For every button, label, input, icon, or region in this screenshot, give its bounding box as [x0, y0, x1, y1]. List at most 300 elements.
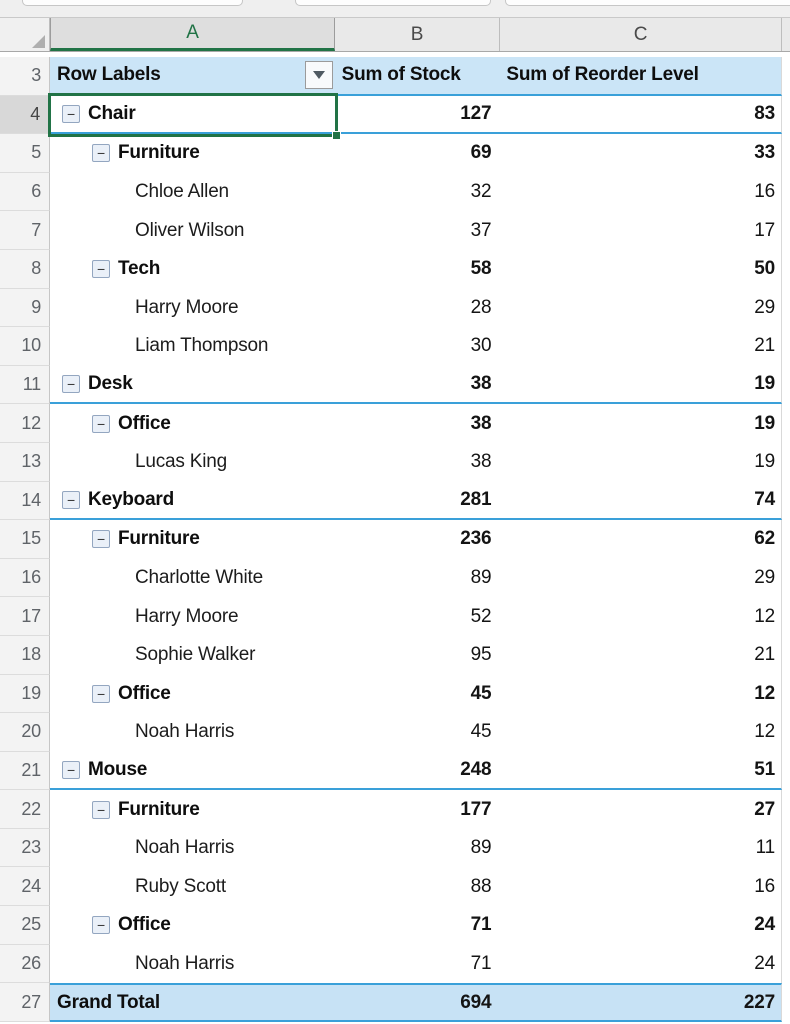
row-label-cell[interactable]	[50, 790, 335, 829]
stock-cell[interactable]	[335, 867, 500, 906]
pivot-row	[0, 636, 790, 675]
collapse-icon: −	[97, 145, 105, 162]
pivot-row-cells	[50, 482, 782, 521]
pivot-row-cells	[50, 520, 782, 559]
column-header-a[interactable]	[50, 18, 335, 51]
pivot-row-cells	[50, 790, 782, 829]
row-number-label: 14	[21, 489, 41, 510]
empty-cell	[782, 713, 790, 752]
reorder-value: 29	[754, 296, 775, 318]
stock-cell[interactable]	[335, 829, 500, 868]
collapse-icon: −	[97, 801, 105, 818]
reorder-cell[interactable]	[499, 250, 781, 289]
collapse-icon: −	[97, 685, 105, 702]
reorder-cell[interactable]	[499, 597, 781, 636]
pivot-row	[0, 945, 790, 984]
reorder-cell[interactable]	[499, 829, 781, 868]
column-letter: B	[410, 23, 424, 45]
pivot-row-cells	[50, 134, 782, 173]
row-number-label: 19	[21, 682, 41, 703]
row-label: Charlotte White	[135, 567, 263, 589]
empty-cell	[782, 289, 790, 328]
pivot-row	[0, 173, 790, 212]
row-label: Keyboard	[88, 488, 175, 510]
column-header-strip	[0, 17, 790, 52]
empty-cell	[782, 250, 790, 289]
reorder-cell[interactable]	[499, 443, 781, 482]
pivot-row	[0, 906, 790, 945]
stock-value: 95	[470, 644, 492, 666]
column-letter: A	[186, 22, 199, 43]
column-header-partial	[782, 18, 790, 51]
toolbar-fragment	[505, 0, 790, 6]
filter-dropdown-icon	[313, 71, 325, 79]
stock-value: 28	[470, 296, 492, 318]
stock-cell[interactable]	[335, 289, 500, 328]
column-header-b[interactable]	[335, 18, 500, 51]
row-label-cell[interactable]	[50, 289, 335, 328]
stock-value: 52	[470, 605, 492, 627]
reorder-cell[interactable]	[499, 134, 781, 173]
row-label-cell[interactable]	[50, 482, 335, 519]
row-number[interactable]	[0, 404, 50, 443]
row-number[interactable]	[0, 482, 50, 521]
column-header-c[interactable]	[500, 18, 782, 51]
pivot-row	[0, 366, 790, 405]
reorder-value: 16	[754, 875, 775, 897]
pivot-row	[0, 597, 790, 636]
collapse-button[interactable]	[92, 415, 110, 433]
stock-value: 30	[470, 335, 492, 357]
row-number[interactable]	[0, 945, 50, 984]
reorder-cell[interactable]	[499, 520, 781, 559]
row-labels-header-cell[interactable]	[50, 57, 335, 94]
reorder-value: 51	[754, 758, 775, 780]
stock-value: 71	[470, 952, 492, 974]
reorder-value: 16	[754, 181, 775, 203]
stock-cell[interactable]	[335, 906, 500, 945]
pivot-row	[0, 443, 790, 482]
collapse-icon: −	[97, 531, 105, 548]
row-label: Lucas King	[135, 451, 228, 473]
pivot-header-cells	[50, 57, 782, 96]
collapse-button[interactable]	[92, 916, 110, 934]
reorder-cell[interactable]	[499, 96, 781, 133]
row-label: Noah Harris	[135, 837, 235, 859]
row-label: Mouse	[88, 758, 148, 780]
row-number-label: 24	[21, 875, 41, 896]
stock-value: 37	[470, 219, 492, 241]
stock-cell[interactable]	[335, 559, 500, 598]
row-label: Desk	[88, 373, 133, 395]
stock-cell[interactable]	[335, 636, 500, 675]
row-number[interactable]	[0, 713, 50, 752]
pivot-row-cells	[50, 829, 782, 868]
collapse-icon: −	[67, 376, 75, 393]
reorder-value: 12	[754, 682, 775, 704]
row-label-cell[interactable]	[50, 829, 335, 868]
pivot-row	[0, 211, 790, 250]
stock-cell[interactable]	[335, 96, 500, 133]
stock-value: 694	[460, 991, 492, 1013]
row-number[interactable]	[0, 790, 50, 829]
pivot-row-cells	[50, 96, 782, 135]
empty-cell	[782, 173, 790, 212]
stock-cell[interactable]	[335, 443, 500, 482]
stock-value: 38	[470, 451, 492, 473]
row-number-label: 20	[21, 721, 41, 742]
row-number[interactable]	[0, 96, 50, 135]
reorder-value: 19	[754, 412, 775, 434]
empty-cell	[782, 134, 790, 173]
collapse-button[interactable]	[62, 375, 80, 393]
row-number-label: 6	[31, 181, 41, 202]
reorder-cell[interactable]	[499, 559, 781, 598]
pivot-row-cells	[50, 752, 782, 791]
stock-cell[interactable]	[335, 404, 500, 443]
reorder-cell[interactable]	[499, 327, 781, 366]
pivot-row	[0, 559, 790, 598]
reorder-value: 24	[754, 952, 775, 974]
collapse-button[interactable]	[62, 105, 80, 123]
row-number[interactable]	[0, 906, 50, 945]
pivot-row	[0, 790, 790, 829]
row-label: Liam Thompson	[135, 335, 269, 357]
pivot-row-cells	[50, 906, 782, 945]
pivot-table-grid	[0, 57, 790, 1022]
stock-value: 127	[460, 102, 492, 124]
collapse-icon: −	[67, 761, 75, 778]
reorder-value: 29	[754, 567, 775, 589]
row-number-label: 18	[21, 644, 41, 665]
reorder-cell[interactable]	[499, 906, 781, 945]
reorder-value: 11	[755, 837, 775, 859]
row-number-label: 7	[31, 219, 41, 240]
stock-cell[interactable]	[335, 327, 500, 366]
empty-cell	[782, 867, 790, 906]
row-number-label: 11	[22, 374, 41, 395]
reorder-value: 24	[754, 914, 775, 936]
row-label-cell[interactable]	[50, 597, 335, 636]
reorder-cell[interactable]	[499, 482, 781, 519]
select-all-icon	[32, 35, 45, 48]
stock-cell[interactable]	[335, 211, 500, 250]
row-number[interactable]	[0, 636, 50, 675]
empty-cell	[782, 57, 790, 96]
row-number[interactable]	[0, 867, 50, 906]
row-number[interactable]	[0, 443, 50, 482]
pivot-row-cells	[50, 211, 782, 250]
row-number-label: 23	[21, 837, 41, 858]
reorder-cell[interactable]	[499, 752, 781, 789]
reorder-cell[interactable]	[499, 867, 781, 906]
row-number[interactable]	[0, 829, 50, 868]
reorder-value: 12	[754, 721, 775, 743]
stock-value: 58	[470, 258, 492, 280]
pivot-row-cells	[50, 443, 782, 482]
reorder-header-cell[interactable]	[499, 57, 781, 94]
reorder-cell[interactable]	[499, 985, 781, 1020]
column-letter: C	[633, 23, 648, 45]
empty-cell	[782, 790, 790, 829]
collapse-button[interactable]	[92, 801, 110, 819]
stock-value: 45	[470, 721, 492, 743]
empty-cell	[782, 404, 790, 443]
row-label-cell[interactable]	[50, 636, 335, 675]
row-label: Harry Moore	[135, 605, 239, 627]
reorder-value: 12	[754, 605, 775, 627]
stock-cell[interactable]	[335, 790, 500, 829]
pivot-row-cells	[50, 366, 782, 405]
row-label-cell[interactable]	[50, 211, 335, 250]
row-number[interactable]	[0, 327, 50, 366]
row-label-cell[interactable]	[50, 520, 335, 559]
row-label: Oliver Wilson	[135, 219, 245, 241]
row-label: Noah Harris	[135, 952, 235, 974]
reorder-header: Sum of Reorder Level	[506, 64, 699, 86]
empty-cell	[782, 211, 790, 250]
pivot-row-cells	[50, 597, 782, 636]
select-all-button[interactable]	[0, 18, 50, 51]
reorder-value: 83	[754, 102, 775, 124]
pivot-row-cells	[50, 636, 782, 675]
row-number[interactable]	[0, 173, 50, 212]
row-number[interactable]	[0, 675, 50, 714]
reorder-value: 19	[754, 451, 775, 473]
row-number-label: 5	[31, 142, 41, 163]
row-label-cell[interactable]	[50, 985, 335, 1020]
pivot-row-cells	[50, 983, 782, 1022]
row-label-cell[interactable]	[50, 752, 335, 789]
stock-value: 71	[470, 914, 492, 936]
empty-cell	[782, 829, 790, 868]
collapse-button[interactable]	[92, 530, 110, 548]
pivot-row-cells	[50, 173, 782, 212]
row-label-cell[interactable]	[50, 404, 335, 443]
collapse-button[interactable]	[92, 685, 110, 703]
row-number-label: 8	[31, 258, 41, 279]
row-number[interactable]	[0, 211, 50, 250]
empty-cell	[782, 520, 790, 559]
stock-value: 32	[470, 181, 492, 203]
collapse-button[interactable]	[62, 761, 80, 779]
row-number[interactable]	[0, 520, 50, 559]
row-label-cell[interactable]	[50, 134, 335, 173]
collapse-icon: −	[97, 917, 105, 934]
row-number[interactable]	[0, 57, 50, 96]
row-label-cell[interactable]	[50, 713, 335, 752]
row-label-cell[interactable]	[50, 945, 335, 984]
empty-cell	[782, 96, 790, 135]
empty-cell	[782, 752, 790, 791]
stock-value: 177	[460, 798, 492, 820]
row-number-label: 17	[21, 605, 41, 626]
reorder-cell[interactable]	[499, 945, 781, 984]
stock-cell[interactable]	[335, 945, 500, 984]
empty-cell	[782, 327, 790, 366]
row-number[interactable]	[0, 250, 50, 289]
pivot-row	[0, 520, 790, 559]
row-number-label: 25	[21, 914, 41, 935]
collapse-button[interactable]	[62, 491, 80, 509]
reorder-cell[interactable]	[499, 366, 781, 403]
stock-cell[interactable]	[335, 520, 500, 559]
row-label: Furniture	[118, 798, 200, 820]
pivot-row	[0, 289, 790, 328]
row-label-cell[interactable]	[50, 327, 335, 366]
row-number-label: 27	[21, 991, 41, 1012]
pivot-row	[0, 482, 790, 521]
row-number[interactable]	[0, 366, 50, 405]
pivot-row	[0, 96, 790, 135]
collapse-icon: −	[67, 105, 75, 122]
row-number[interactable]	[0, 559, 50, 598]
stock-cell[interactable]	[335, 134, 500, 173]
row-number-label: 15	[21, 528, 41, 549]
pivot-row	[0, 134, 790, 173]
collapse-icon: −	[97, 261, 105, 278]
stock-cell[interactable]	[335, 713, 500, 752]
row-label-cell[interactable]	[50, 173, 335, 212]
pivot-row-cells	[50, 559, 782, 598]
empty-cell	[782, 443, 790, 482]
reorder-value: 21	[754, 644, 775, 666]
pivot-row	[0, 867, 790, 906]
row-number[interactable]	[0, 752, 50, 791]
reorder-value: 21	[754, 335, 775, 357]
reorder-value: 27	[754, 798, 775, 820]
reorder-cell[interactable]	[499, 713, 781, 752]
stock-value: 69	[470, 142, 492, 164]
row-label-cell[interactable]	[50, 96, 335, 133]
row-number-label: 26	[21, 952, 41, 973]
reorder-value: 50	[754, 258, 775, 280]
stock-cell[interactable]	[335, 173, 500, 212]
row-number-label: 4	[30, 103, 40, 124]
row-label-cell[interactable]	[50, 906, 335, 945]
stock-value: 89	[470, 567, 492, 589]
stock-value: 45	[470, 682, 492, 704]
stock-cell[interactable]	[335, 597, 500, 636]
collapse-button[interactable]	[92, 144, 110, 162]
stock-value: 248	[460, 758, 492, 780]
pivot-row	[0, 404, 790, 443]
reorder-cell[interactable]	[499, 404, 781, 443]
collapse-icon: −	[97, 415, 105, 432]
row-labels-header: Row Labels	[57, 64, 161, 86]
row-number-label: 13	[21, 451, 41, 472]
empty-cell	[782, 482, 790, 521]
row-number[interactable]	[0, 289, 50, 328]
pivot-row	[0, 675, 790, 714]
row-number-label: 22	[21, 798, 41, 819]
reorder-cell[interactable]	[499, 211, 781, 250]
pivot-row	[0, 829, 790, 868]
pivot-row	[0, 250, 790, 289]
stock-header: Sum of Stock	[341, 64, 461, 86]
stock-cell[interactable]	[335, 250, 500, 289]
stock-value: 88	[470, 875, 492, 897]
row-number-label: 9	[31, 296, 41, 317]
row-label-cell[interactable]	[50, 675, 335, 714]
empty-cell	[782, 945, 790, 984]
collapse-icon: −	[67, 491, 75, 508]
row-label-cell[interactable]	[50, 250, 335, 289]
pivot-row	[0, 713, 790, 752]
row-label: Furniture	[118, 528, 200, 550]
row-label: Ruby Scott	[135, 875, 226, 897]
stock-cell[interactable]	[335, 366, 500, 403]
collapse-button[interactable]	[92, 260, 110, 278]
reorder-cell[interactable]	[499, 675, 781, 714]
row-label-cell[interactable]	[50, 867, 335, 906]
reorder-value: 227	[743, 991, 775, 1013]
pivot-row	[0, 752, 790, 791]
row-number[interactable]	[0, 134, 50, 173]
row-number-label: 16	[21, 567, 41, 588]
stock-value: 236	[460, 528, 492, 550]
reorder-cell[interactable]	[499, 636, 781, 675]
reorder-value: 62	[754, 528, 775, 550]
reorder-cell[interactable]	[499, 790, 781, 829]
row-label: Office	[118, 412, 171, 434]
row-label: Noah Harris	[135, 721, 235, 743]
empty-cell	[782, 559, 790, 598]
reorder-cell[interactable]	[499, 173, 781, 212]
empty-cell	[782, 636, 790, 675]
reorder-value: 74	[754, 488, 775, 510]
stock-cell[interactable]	[335, 752, 500, 789]
row-number-label: 12	[21, 412, 41, 433]
reorder-cell[interactable]	[499, 289, 781, 328]
row-label-cell[interactable]	[50, 559, 335, 598]
row-label: Harry Moore	[135, 296, 239, 318]
pivot-row-cells	[50, 945, 782, 984]
pivot-row-cells	[50, 327, 782, 366]
stock-cell[interactable]	[335, 675, 500, 714]
pivot-row-cells	[50, 675, 782, 714]
empty-cell	[782, 983, 790, 1022]
pivot-row-cells	[50, 250, 782, 289]
stock-value: 89	[470, 837, 492, 859]
pivot-header-row	[0, 57, 790, 96]
stock-cell[interactable]	[335, 482, 500, 519]
row-number[interactable]	[0, 983, 50, 1022]
row-label: Furniture	[118, 142, 200, 164]
toolbar-fragment	[295, 0, 491, 6]
row-label-cell[interactable]	[50, 366, 335, 403]
stock-value: 38	[470, 412, 492, 434]
row-number-label: 21	[21, 759, 41, 780]
stock-cell[interactable]	[335, 985, 500, 1020]
row-label-cell[interactable]	[50, 443, 335, 482]
pivot-row-cells	[50, 289, 782, 328]
reorder-value: 33	[754, 142, 775, 164]
toolbar-remnant-strip	[0, 0, 790, 17]
reorder-value: 19	[754, 373, 775, 395]
row-label: Chloe Allen	[135, 181, 229, 203]
row-number-label: 10	[21, 335, 41, 356]
pivot-row	[0, 983, 790, 1022]
pivot-row-cells	[50, 867, 782, 906]
reorder-value: 17	[754, 219, 775, 241]
stock-header-cell[interactable]	[335, 57, 500, 94]
row-number[interactable]	[0, 597, 50, 636]
filter-dropdown-button[interactable]	[305, 61, 333, 89]
row-label: Office	[118, 914, 171, 936]
empty-cell	[782, 906, 790, 945]
row-number-label: 3	[31, 65, 41, 86]
